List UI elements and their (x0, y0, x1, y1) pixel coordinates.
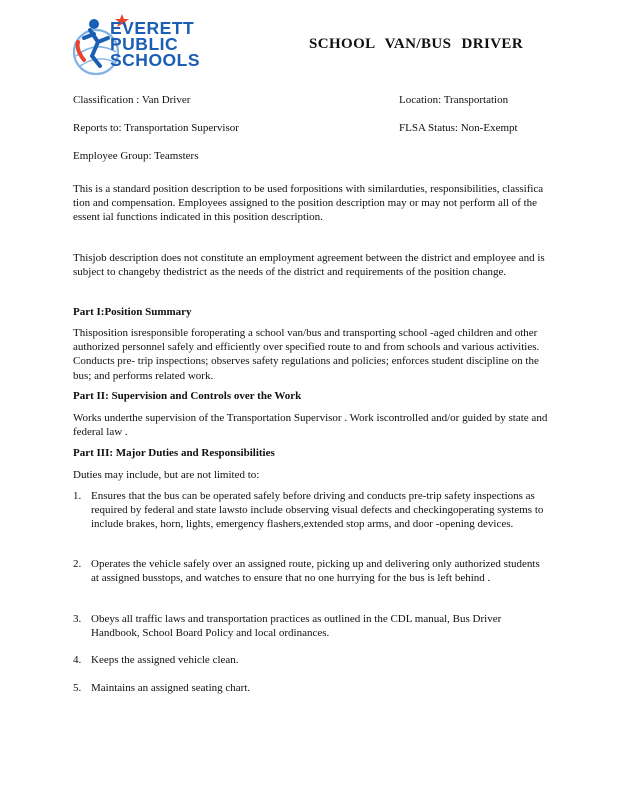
logo-line-2: PUBLIC (110, 34, 179, 54)
duty-number: 1. (73, 490, 82, 502)
part-1-heading: Part I:Position Summary (73, 306, 192, 318)
duty-text: Ensures that the bus can be operated safely before driving and conducts pre-trip safety inspections as required by federal and state lawsto include observing visual defects and checkingoperating systems to include brakes, horn, lights, emergency flashers,extended stop arms, and door -opening devices. (91, 490, 544, 531)
intro-paragraph-1: This is a standard position description to be used forpositions with similarduties, responsibilities, classifica tion and compensation. Employees assigned to the position description may or may not perform all of the essent ial functions indicated in this position description. (73, 183, 544, 224)
duty-number: 5. (73, 682, 82, 694)
location-field: Location: Transportation (399, 94, 509, 106)
classification-field: Classification : Van Driver (73, 94, 191, 106)
part-2-heading: Part II: Supervision and Controls over the Work (73, 390, 302, 402)
duty-text: Keeps the assigned vehicle clean. (91, 654, 239, 666)
employee-group-field: Employee Group: Teamsters (73, 150, 199, 162)
duty-text: Operates the vehicle safely over an assigned route, picking up and delivering only authorized students at assigned busstops, and watches to ensure that no one hurrying for the bus is left behind . (91, 558, 540, 585)
logo-line-3: SCHOOLS (110, 50, 201, 70)
intro-paragraph-2: Thisjob description does not constitute an employment agreement between the district and employee and is subject to changeby thedistrict as the needs of the district and requirements of the position change. (73, 252, 545, 279)
document-title: SCHOOL VAN/BUS DRIVER (309, 36, 524, 52)
part-3-heading: Part III: Major Duties and Responsibilities (73, 447, 275, 459)
part-3-lead: Duties may include, but are not limited to: (73, 469, 260, 481)
logo-line-1: EVERETT (110, 18, 195, 38)
duty-text: Maintains an assigned seating chart. (91, 682, 251, 694)
district-logo (70, 10, 240, 80)
logo-wordmark (110, 20, 200, 68)
duty-text: Obeys all traffic laws and transportation practices as outlined in the CDL manual, Bus Driver Handbook, School Board Policy and local ordinances. (91, 613, 502, 640)
duty-number: 2. (73, 558, 82, 570)
part-2-body: Works underthe supervision of the Transportation Supervisor . Work iscontrolled and/or guided by state and federal law . (73, 412, 548, 439)
duty-number: 3. (73, 613, 82, 625)
part-1-body: Thisposition isresponsible foroperating a school van/bus and transporting school -aged children and other authorized personnel safely and efficiently over specified route to and from schools and various activities. Conducts pre- trip inspections; observes safety regulations and policies; enforces student discipline on the bus; and performs related work. (73, 327, 540, 382)
reports-to-field: Reports to: Transportation Supervisor (73, 122, 239, 134)
flsa-status-field: FLSA Status: Non-Exempt (399, 122, 518, 134)
duty-number: 4. (73, 654, 82, 666)
